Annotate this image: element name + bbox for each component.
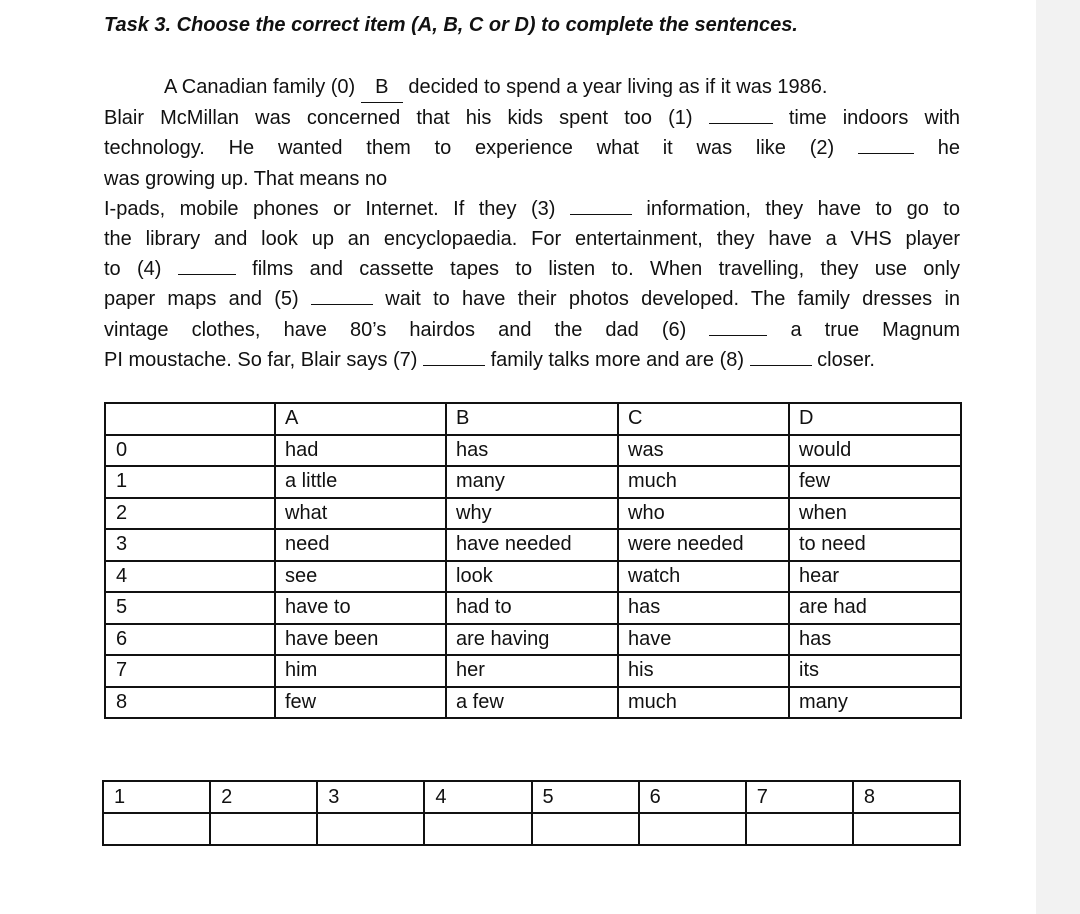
task-title: Task 3. Choose the correct item (A, B, C or D) to complete the sentences. [104, 14, 798, 36]
gap-4-blank[interactable] [178, 254, 236, 275]
answer-cell-6[interactable] [639, 813, 746, 845]
option-a[interactable]: need [275, 529, 446, 561]
answer-number: 3 [317, 781, 424, 813]
option-b[interactable]: a few [446, 687, 618, 719]
answer-number: 4 [424, 781, 531, 813]
example-answer-blank[interactable]: B [361, 72, 403, 103]
answer-table [102, 780, 961, 846]
gap-3-blank[interactable] [570, 194, 632, 215]
option-b[interactable]: have needed [446, 529, 618, 561]
option-d[interactable]: to need [789, 529, 961, 561]
paragraph-line-7: to (4) films and cassette tapes to listen to. When travelling, they use only [104, 254, 960, 284]
option-b[interactable]: had to [446, 592, 618, 624]
answer-number: 1 [103, 781, 210, 813]
paragraph-line-3: technology. He wanted them to experience what it was like (2) he [104, 133, 960, 163]
options-header-row [105, 403, 961, 435]
row-number: 3 [105, 529, 275, 561]
row-number: 0 [105, 435, 275, 467]
paragraph-line-8: paper maps and (5) wait to have their photos developed. The family dresses in [104, 284, 960, 314]
answer-number: 7 [746, 781, 853, 813]
option-d[interactable]: hear [789, 561, 961, 593]
option-c[interactable]: who [618, 498, 789, 530]
gap-1-blank[interactable] [709, 103, 773, 124]
paragraph-line-9: vintage clothes, have 80’s hairdos and the dad (6) a true Magnum [104, 315, 960, 345]
option-d[interactable]: has [789, 624, 961, 656]
option-d[interactable]: when [789, 498, 961, 530]
options-row-4 [105, 561, 961, 593]
options-row-3 [105, 529, 961, 561]
option-c[interactable]: were needed [618, 529, 789, 561]
gap-7-blank[interactable] [423, 345, 485, 366]
header-cell-b: B [446, 403, 618, 435]
option-c[interactable]: has [618, 592, 789, 624]
task-paragraph [104, 72, 960, 375]
option-d[interactable]: few [789, 466, 961, 498]
answer-cell-1[interactable] [103, 813, 210, 845]
option-b[interactable]: many [446, 466, 618, 498]
answer-number: 8 [853, 781, 960, 813]
gap-6-blank[interactable] [709, 315, 767, 336]
option-c[interactable]: much [618, 466, 789, 498]
option-a[interactable]: have been [275, 624, 446, 656]
options-row-6 [105, 624, 961, 656]
option-b[interactable]: why [446, 498, 618, 530]
option-d[interactable]: its [789, 655, 961, 687]
option-b[interactable]: are having [446, 624, 618, 656]
answer-cell-7[interactable] [746, 813, 853, 845]
row-number: 6 [105, 624, 275, 656]
paragraph-line-10: PI moustache. So far, Blair says (7) family talks more and are (8) closer. [104, 345, 960, 375]
row-number: 5 [105, 592, 275, 624]
option-a[interactable]: what [275, 498, 446, 530]
row-number: 4 [105, 561, 275, 593]
paragraph-line-4: was growing up. That means no [104, 167, 388, 190]
option-a[interactable]: see [275, 561, 446, 593]
option-d[interactable]: are had [789, 592, 961, 624]
page-margin-strip [1036, 0, 1080, 914]
option-a[interactable]: few [275, 687, 446, 719]
row-number: 7 [105, 655, 275, 687]
answer-number: 2 [210, 781, 317, 813]
option-c[interactable]: have [618, 624, 789, 656]
option-c[interactable]: his [618, 655, 789, 687]
options-row-5 [105, 592, 961, 624]
options-row-2 [105, 498, 961, 530]
header-cell-a: A [275, 403, 446, 435]
option-d[interactable]: would [789, 435, 961, 467]
paragraph-line-1: A Canadian family (0) B decided to spend a year living as if it was 1986. [104, 72, 960, 103]
answer-cell-4[interactable] [424, 813, 531, 845]
answer-cell-3[interactable] [317, 813, 424, 845]
options-row-1 [105, 466, 961, 498]
answer-number-row [103, 781, 960, 813]
row-number: 1 [105, 466, 275, 498]
options-table [104, 402, 962, 719]
answer-cell-5[interactable] [532, 813, 639, 845]
option-c[interactable]: much [618, 687, 789, 719]
options-row-0 [105, 435, 961, 467]
answer-input-row [103, 813, 960, 845]
paragraph-line-5: I-pads, mobile phones or Internet. If they (3) information, they have to go to [104, 194, 960, 224]
header-cell-empty [105, 403, 275, 435]
option-b[interactable]: has [446, 435, 618, 467]
gap-2-blank[interactable] [858, 133, 914, 154]
answer-number: 6 [639, 781, 746, 813]
option-a[interactable]: had [275, 435, 446, 467]
option-a[interactable]: a little [275, 466, 446, 498]
paragraph-line-6: the library and look up an encyclopaedia. For entertainment, they have a VHS player [104, 228, 960, 251]
option-b[interactable]: look [446, 561, 618, 593]
row-number: 2 [105, 498, 275, 530]
paragraph-line-2: Blair McMillan was concerned that his kids spent too (1) time indoors with [104, 103, 960, 133]
header-cell-c: C [618, 403, 789, 435]
answer-cell-8[interactable] [853, 813, 960, 845]
option-c[interactable]: was [618, 435, 789, 467]
option-d[interactable]: many [789, 687, 961, 719]
gap-5-blank[interactable] [311, 284, 373, 305]
answer-number: 5 [532, 781, 639, 813]
options-row-8 [105, 687, 961, 719]
header-cell-d: D [789, 403, 961, 435]
options-row-7 [105, 655, 961, 687]
option-c[interactable]: watch [618, 561, 789, 593]
option-b[interactable]: her [446, 655, 618, 687]
option-a[interactable]: him [275, 655, 446, 687]
gap-8-blank[interactable] [750, 345, 812, 366]
option-a[interactable]: have to [275, 592, 446, 624]
row-number: 8 [105, 687, 275, 719]
answer-cell-2[interactable] [210, 813, 317, 845]
